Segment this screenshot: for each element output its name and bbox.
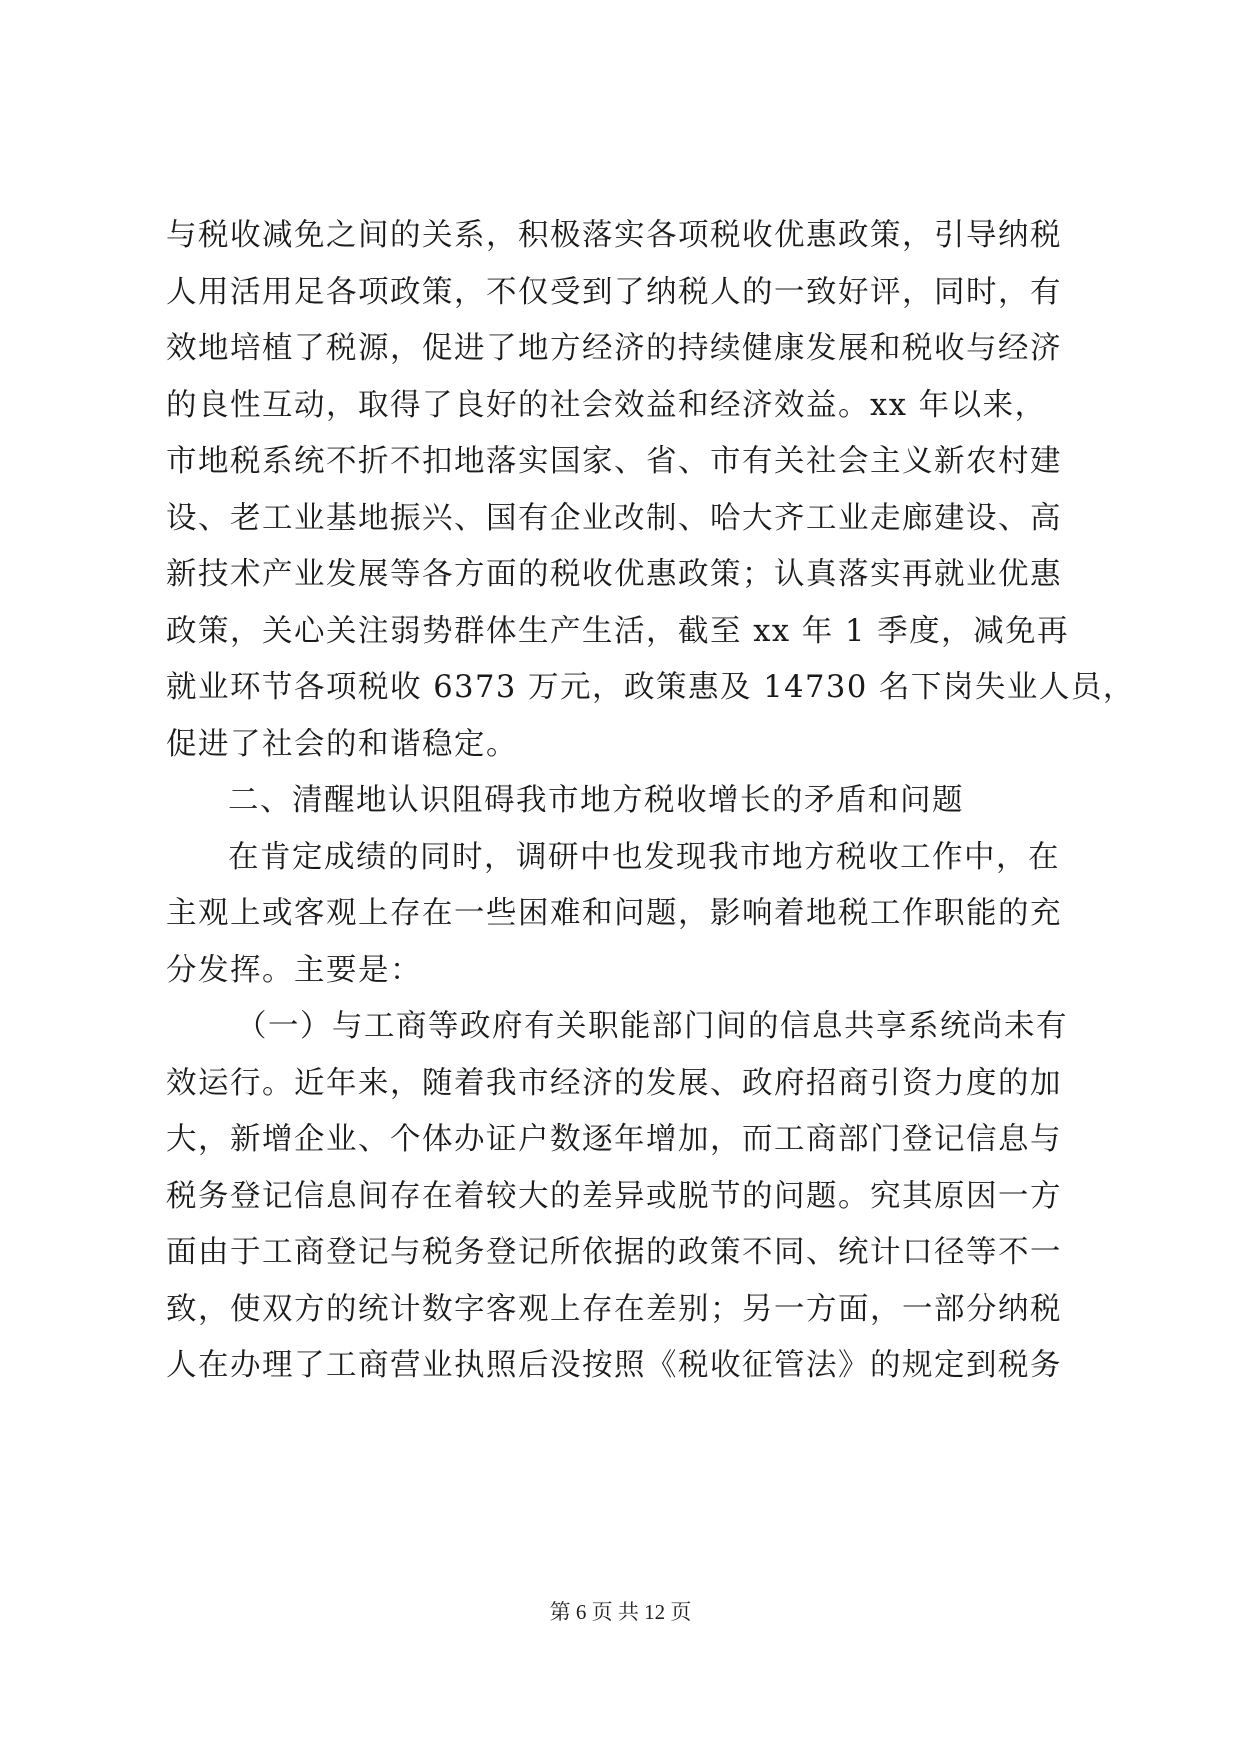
section-heading: 二、清醒地认识阻碍我市地方税收增长的矛盾和问题 bbox=[228, 783, 964, 818]
text-line: 面由于工商登记与税务登记所依据的政策不同、统计口径等不一 bbox=[166, 1235, 1062, 1270]
text-line: 设、老工业基地振兴、国有企业改制、哈大齐工业走廊建设、高 bbox=[166, 500, 1062, 536]
text-line: 人用活用足各项政策，不仅受到了纳税人的一致好评，同时，有 bbox=[166, 274, 1062, 310]
text-line: 与税收减免之间的关系，积极落实各项税收优惠政策，引导纳税 bbox=[166, 218, 1062, 253]
text-line: 新技术产业发展等各方面的税收优惠政策；认真落实再就业优惠 bbox=[166, 557, 1062, 592]
text-line: 人在办理了工商营业执照后没按照《税收征管法》的规定到税务 bbox=[166, 1348, 1062, 1383]
text-line: 主观上或客观上存在一些困难和问题，影响着地税工作职能的充 bbox=[166, 896, 1062, 931]
text-line: 效地培植了税源，促进了地方经济的持续健康发展和税收与经济 bbox=[166, 331, 1062, 366]
text-line: 政策，关心关注弱势群体生产生活，截至 xx 年 1 季度，减免再 bbox=[166, 613, 1070, 649]
text-line: 致，使双方的统计数字客观上存在差别；另一方面，一部分纳税 bbox=[166, 1291, 1062, 1327]
text-line: 效运行。近年来，随着我市经济的发展、政府招商引资力度的加 bbox=[166, 1065, 1062, 1101]
text-line: 税务登记信息间存在着较大的差异或脱节的问题。究其原因一方 bbox=[166, 1178, 1062, 1214]
page-number-footer: 第 6 页 共 12 页 bbox=[549, 1600, 692, 1624]
text-line: （一）与工商等政府有关职能部门间的信息共享系统尚未有 bbox=[236, 1009, 1068, 1044]
text-line: 在肯定成绩的同时，调研中也发现我市地方税收工作中，在 bbox=[228, 839, 1060, 875]
text-line: 分发挥。主要是： bbox=[166, 952, 422, 988]
document-body bbox=[166, 208, 1135, 1395]
text-line: 市地税系统不折不扣地落实国家、省、市有关社会主义新农村建 bbox=[166, 444, 1062, 479]
text-line: 大，新增企业、个体办证户数逐年增加，而工商部门登记信息与 bbox=[166, 1122, 1062, 1157]
text-line: 的良性互动，取得了良好的社会效益和经济效益。xx 年以来， bbox=[166, 387, 1047, 423]
text-line: 就业环节各项税收 6373 万元，政策惠及 14730 名下岗失业人员， bbox=[166, 670, 1135, 705]
text-line: 促进了社会的和谐稳定。 bbox=[166, 726, 518, 762]
